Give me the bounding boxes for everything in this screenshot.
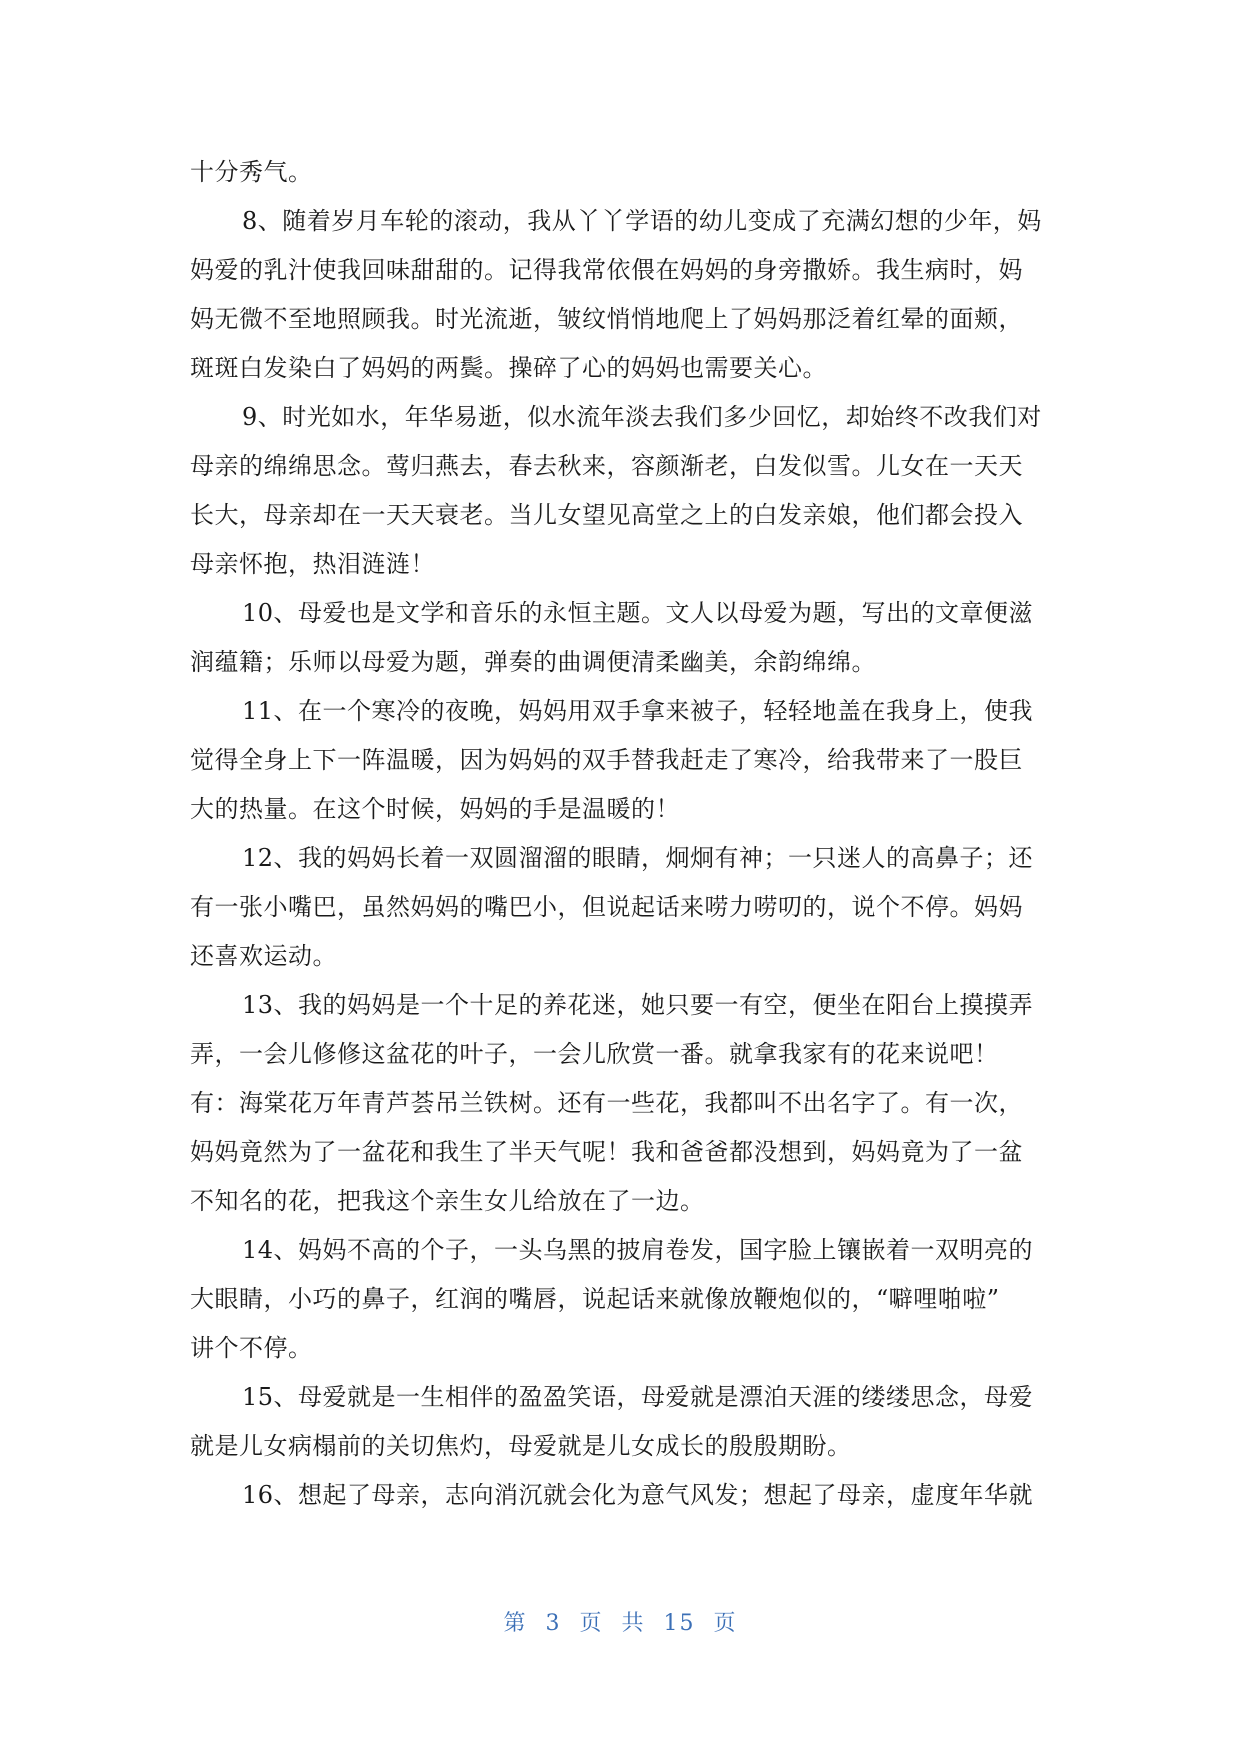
document-body	[190, 148, 1062, 1520]
footer-current-page: 3	[545, 1611, 562, 1636]
text-line: 14、妈妈不高的个子，一头乌黑的披肩卷发，国字脸上镶嵌着一双明亮的	[242, 1236, 1034, 1264]
text-line: 16、想起了母亲，志向消沉就会化为意气风发；想起了母亲，虚度年华就	[242, 1481, 1034, 1509]
footer-ye-end: 页	[713, 1611, 738, 1636]
text-line: 有一张小嘴巴，虽然妈妈的嘴巴小，但说起话来唠力唠叨的，说个不停。妈妈	[190, 893, 1023, 921]
text-line: 8、随着岁月车轮的滚动，我从丫丫学语的幼儿变成了充满幻想的少年，妈	[242, 207, 1042, 235]
text-line: 妈无微不至地照顾我。时光流逝，皱纹悄悄地爬上了妈妈那泛着红晕的面颊，	[190, 305, 1023, 333]
text-line: 15、母爱就是一生相伴的盈盈笑语，母爱就是漂泊天涯的缕缕思念，母爱	[242, 1383, 1034, 1411]
text-line: 母亲怀抱，热泪涟涟！	[190, 550, 435, 578]
text-line: 12、我的妈妈长着一双圆溜溜的眼睛，炯炯有神；一只迷人的高鼻子；还	[242, 844, 1034, 872]
text-line: 妈爱的乳汁使我回味甜甜的。记得我常依偎在妈妈的身旁撒娇。我生病时，妈	[190, 256, 1023, 284]
text-line: 大眼睛，小巧的鼻子，红润的嘴唇，说起话来就像放鞭炮似的，“噼哩啪啦”	[190, 1285, 1000, 1313]
text-line: 11、在一个寒冷的夜晚，妈妈用双手拿来被子，轻轻地盖在我身上，使我	[242, 697, 1034, 725]
footer-gong: 共	[621, 1611, 646, 1636]
page-footer	[0, 1606, 1241, 1637]
text-line: 就是儿女病榻前的关切焦灼，母爱就是儿女成长的殷殷期盼。	[190, 1432, 852, 1460]
text-line: 觉得全身上下一阵温暖，因为妈妈的双手替我赶走了寒冷，给我带来了一股巨	[190, 746, 1023, 774]
text-line: 十分秀气。	[190, 158, 313, 186]
footer-total-pages: 15	[663, 1611, 696, 1636]
footer-ye: 页	[579, 1611, 604, 1636]
text-line: 讲个不停。	[190, 1334, 313, 1362]
text-line: 13、我的妈妈是一个十足的养花迷，她只要一有空，便坐在阳台上摸摸弄	[242, 991, 1034, 1019]
text-line: 妈妈竟然为了一盆花和我生了半天气呢！我和爸爸都没想到，妈妈竟为了一盆	[190, 1138, 1023, 1166]
footer-di: 第	[503, 1611, 528, 1636]
text-line: 母亲的绵绵思念。莺归燕去，春去秋来，容颜渐老，白发似雪。儿女在一天天	[190, 452, 1023, 480]
text-line: 10、母爱也是文学和音乐的永恒主题。文人以母爱为题，写出的文章便滋	[242, 599, 1034, 627]
text-line: 斑斑白发染白了妈妈的两鬓。操碎了心的妈妈也需要关心。	[190, 354, 827, 382]
text-line: 大的热量。在这个时候，妈妈的手是温暖的！	[190, 795, 680, 823]
text-line: 9、时光如水，年华易逝，似水流年淡去我们多少回忆，却始终不改我们对	[242, 403, 1042, 431]
text-line: 长大，母亲却在一天天衰老。当儿女望见高堂之上的白发亲娘，他们都会投入	[190, 501, 1023, 529]
text-line: 还喜欢运动。	[190, 942, 337, 970]
text-line: 弄，一会儿修修这盆花的叶子，一会儿欣赏一番。就拿我家有的花来说吧！	[190, 1040, 999, 1068]
text-line: 不知名的花，把我这个亲生女儿给放在了一边。	[190, 1187, 705, 1215]
text-line: 有：海棠花万年青芦荟吊兰铁树。还有一些花，我都叫不出名字了。有一次，	[190, 1089, 1023, 1117]
text-line: 润蕴籍；乐师以母爱为题，弹奏的曲调便清柔幽美，余韵绵绵。	[190, 648, 876, 676]
